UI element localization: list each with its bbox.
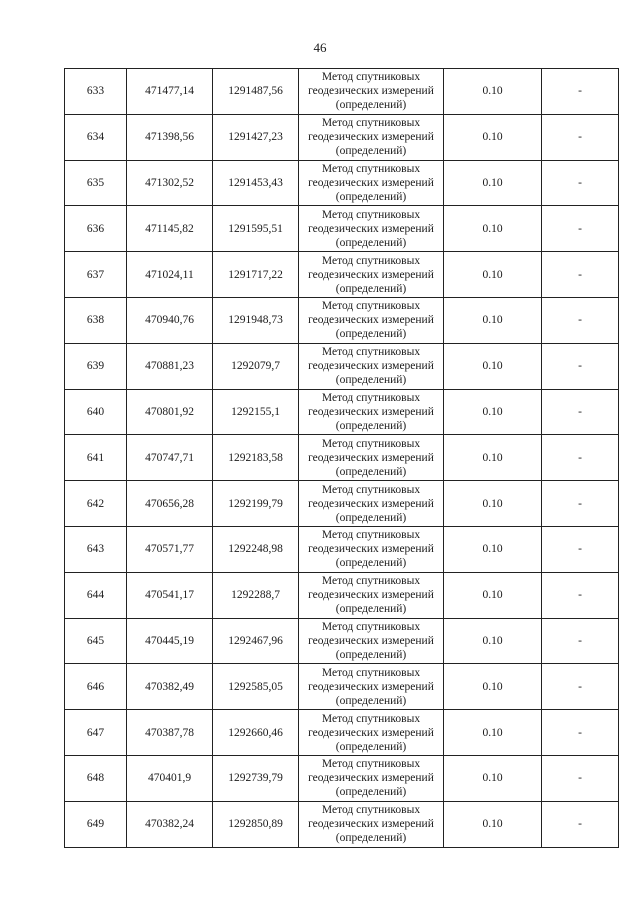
method-line: Метод спутниковых [321, 254, 421, 267]
extra-cell: - [542, 481, 619, 527]
point-number-cell: 636 [65, 206, 127, 252]
method-cell [299, 664, 444, 710]
method-line: Метод спутниковых [321, 117, 421, 130]
method-line: геодезических измерений [308, 451, 434, 464]
method-line: Метод спутниковых [321, 437, 421, 450]
method-cell [299, 114, 444, 160]
accuracy-cell: 0.10 [444, 389, 542, 435]
y-coordinate-cell: 1291948,73 [213, 297, 299, 343]
table-row [65, 160, 619, 206]
method-line: Метод спутниковых [321, 529, 421, 542]
accuracy-cell: 0.10 [444, 801, 542, 847]
method-line: геодезических измерений [308, 680, 434, 693]
method-line: геодезических измерений [308, 497, 434, 510]
accuracy-cell: 0.10 [444, 297, 542, 343]
method-line: (определений) [335, 740, 407, 753]
y-coordinate-cell: 1292288,7 [213, 572, 299, 618]
table-body [65, 69, 619, 848]
accuracy-cell: 0.10 [444, 206, 542, 252]
method-cell [299, 69, 444, 115]
accuracy-cell: 0.10 [444, 618, 542, 664]
method-line: Метод спутниковых [321, 804, 421, 817]
accuracy-cell: 0.10 [444, 572, 542, 618]
point-number-cell: 647 [65, 710, 127, 756]
method-cell [299, 435, 444, 481]
method-cell [299, 389, 444, 435]
x-coordinate-cell: 470387,78 [127, 710, 213, 756]
table-row [65, 755, 619, 801]
point-number-cell: 642 [65, 481, 127, 527]
point-number-cell: 634 [65, 114, 127, 160]
method-line: Метод спутниковых [321, 483, 421, 496]
method-line: геодезических измерений [308, 314, 434, 327]
point-number-cell: 643 [65, 526, 127, 572]
method-cell [299, 755, 444, 801]
accuracy-cell: 0.10 [444, 755, 542, 801]
accuracy-cell: 0.10 [444, 160, 542, 206]
method-cell [299, 206, 444, 252]
extra-cell: - [542, 572, 619, 618]
extra-cell: - [542, 435, 619, 481]
x-coordinate-cell: 470382,24 [127, 801, 213, 847]
extra-cell: - [542, 526, 619, 572]
y-coordinate-cell: 1292079,7 [213, 343, 299, 389]
method-line: геодезических измерений [308, 222, 434, 235]
table-row [65, 343, 619, 389]
page-number: 46 [313, 40, 327, 55]
method-line: (определений) [335, 236, 407, 249]
method-line: Метод спутниковых [321, 575, 421, 588]
accuracy-cell: 0.10 [444, 435, 542, 481]
x-coordinate-cell: 470881,23 [127, 343, 213, 389]
method-line: геодезических измерений [308, 818, 434, 831]
extra-cell: - [542, 618, 619, 664]
point-number-cell: 635 [65, 160, 127, 206]
table-row [65, 801, 619, 847]
point-number-cell: 646 [65, 664, 127, 710]
point-number-cell: 648 [65, 755, 127, 801]
method-line: (определений) [335, 557, 407, 570]
method-line: (определений) [335, 190, 407, 203]
y-coordinate-cell: 1292199,79 [213, 481, 299, 527]
method-line: (определений) [335, 648, 407, 661]
method-line: (определений) [335, 328, 407, 341]
table-row [65, 435, 619, 481]
x-coordinate-cell: 471398,56 [127, 114, 213, 160]
extra-cell: - [542, 664, 619, 710]
coordinates-table [64, 68, 619, 848]
method-cell [299, 343, 444, 389]
point-number-cell: 639 [65, 343, 127, 389]
table-row [65, 252, 619, 298]
method-cell [299, 481, 444, 527]
table-row [65, 664, 619, 710]
method-line: (определений) [335, 511, 407, 524]
y-coordinate-cell: 1292660,46 [213, 710, 299, 756]
method-cell [299, 801, 444, 847]
method-line: геодезических измерений [308, 543, 434, 556]
y-coordinate-cell: 1292248,98 [213, 526, 299, 572]
method-line: Метод спутниковых [321, 758, 421, 771]
method-line: (определений) [335, 419, 407, 432]
x-coordinate-cell: 470656,28 [127, 481, 213, 527]
method-line: геодезических измерений [308, 268, 434, 281]
point-number-cell: 640 [65, 389, 127, 435]
y-coordinate-cell: 1292155,1 [213, 389, 299, 435]
x-coordinate-cell: 471145,82 [127, 206, 213, 252]
x-coordinate-cell: 471302,52 [127, 160, 213, 206]
method-cell [299, 618, 444, 664]
point-number-cell: 649 [65, 801, 127, 847]
method-cell [299, 252, 444, 298]
table-row [65, 206, 619, 252]
method-line: Метод спутниковых [321, 620, 421, 633]
y-coordinate-cell: 1291595,51 [213, 206, 299, 252]
method-line: (определений) [335, 99, 407, 112]
x-coordinate-cell: 470747,71 [127, 435, 213, 481]
x-coordinate-cell: 470541,17 [127, 572, 213, 618]
method-cell [299, 160, 444, 206]
point-number-cell: 644 [65, 572, 127, 618]
x-coordinate-cell: 470382,49 [127, 664, 213, 710]
y-coordinate-cell: 1292850,89 [213, 801, 299, 847]
point-number-cell: 645 [65, 618, 127, 664]
method-cell [299, 572, 444, 618]
method-line: (определений) [335, 832, 407, 845]
extra-cell: - [542, 252, 619, 298]
table-row [65, 389, 619, 435]
table-row [65, 526, 619, 572]
method-line: (определений) [335, 465, 407, 478]
method-line: геодезических измерений [308, 85, 434, 98]
method-line: геодезических измерений [308, 634, 434, 647]
extra-cell: - [542, 69, 619, 115]
y-coordinate-cell: 1292467,96 [213, 618, 299, 664]
y-coordinate-cell: 1291453,43 [213, 160, 299, 206]
method-line: геодезических измерений [308, 176, 434, 189]
extra-cell: - [542, 114, 619, 160]
extra-cell: - [542, 710, 619, 756]
accuracy-cell: 0.10 [444, 664, 542, 710]
table-row [65, 618, 619, 664]
table-row [65, 572, 619, 618]
x-coordinate-cell: 470571,77 [127, 526, 213, 572]
extra-cell: - [542, 755, 619, 801]
point-number-cell: 637 [65, 252, 127, 298]
y-coordinate-cell: 1292739,79 [213, 755, 299, 801]
x-coordinate-cell: 470801,92 [127, 389, 213, 435]
method-line: Метод спутниковых [321, 208, 421, 221]
y-coordinate-cell: 1292183,58 [213, 435, 299, 481]
point-number-cell: 641 [65, 435, 127, 481]
x-coordinate-cell: 470445,19 [127, 618, 213, 664]
accuracy-cell: 0.10 [444, 69, 542, 115]
y-coordinate-cell: 1291487,56 [213, 69, 299, 115]
method-line: Метод спутниковых [321, 346, 421, 359]
table-row [65, 481, 619, 527]
method-line: геодезических измерений [308, 405, 434, 418]
accuracy-cell: 0.10 [444, 710, 542, 756]
y-coordinate-cell: 1291717,22 [213, 252, 299, 298]
accuracy-cell: 0.10 [444, 526, 542, 572]
extra-cell: - [542, 160, 619, 206]
x-coordinate-cell: 470940,76 [127, 297, 213, 343]
extra-cell: - [542, 801, 619, 847]
extra-cell: - [542, 297, 619, 343]
x-coordinate-cell: 471477,14 [127, 69, 213, 115]
extra-cell: - [542, 206, 619, 252]
method-line: (определений) [335, 603, 407, 616]
accuracy-cell: 0.10 [444, 114, 542, 160]
method-line: геодезических измерений [308, 772, 434, 785]
extra-cell: - [542, 389, 619, 435]
method-line: Метод спутниковых [321, 712, 421, 725]
table-row [65, 69, 619, 115]
accuracy-cell: 0.10 [444, 343, 542, 389]
point-number-cell: 633 [65, 69, 127, 115]
method-line: (определений) [335, 145, 407, 158]
method-line: Метод спутниковых [321, 71, 421, 84]
x-coordinate-cell: 471024,11 [127, 252, 213, 298]
accuracy-cell: 0.10 [444, 481, 542, 527]
method-line: Метод спутниковых [321, 391, 421, 404]
x-coordinate-cell: 470401,9 [127, 755, 213, 801]
method-line: геодезических измерений [308, 131, 434, 144]
extra-cell: - [542, 343, 619, 389]
table-row [65, 114, 619, 160]
method-cell [299, 526, 444, 572]
method-line: (определений) [335, 786, 407, 799]
y-coordinate-cell: 1291427,23 [213, 114, 299, 160]
accuracy-cell: 0.10 [444, 252, 542, 298]
method-line: Метод спутниковых [321, 666, 421, 679]
method-line: (определений) [335, 694, 407, 707]
method-cell [299, 710, 444, 756]
method-cell [299, 297, 444, 343]
method-line: геодезических измерений [308, 360, 434, 373]
y-coordinate-cell: 1292585,05 [213, 664, 299, 710]
method-line: (определений) [335, 282, 407, 295]
point-number-cell: 638 [65, 297, 127, 343]
method-line: (определений) [335, 374, 407, 387]
table-row [65, 297, 619, 343]
method-line: Метод спутниковых [321, 162, 421, 175]
method-line: геодезических измерений [308, 726, 434, 739]
method-line: геодезических измерений [308, 589, 434, 602]
method-line: Метод спутниковых [321, 300, 421, 313]
table-row [65, 710, 619, 756]
